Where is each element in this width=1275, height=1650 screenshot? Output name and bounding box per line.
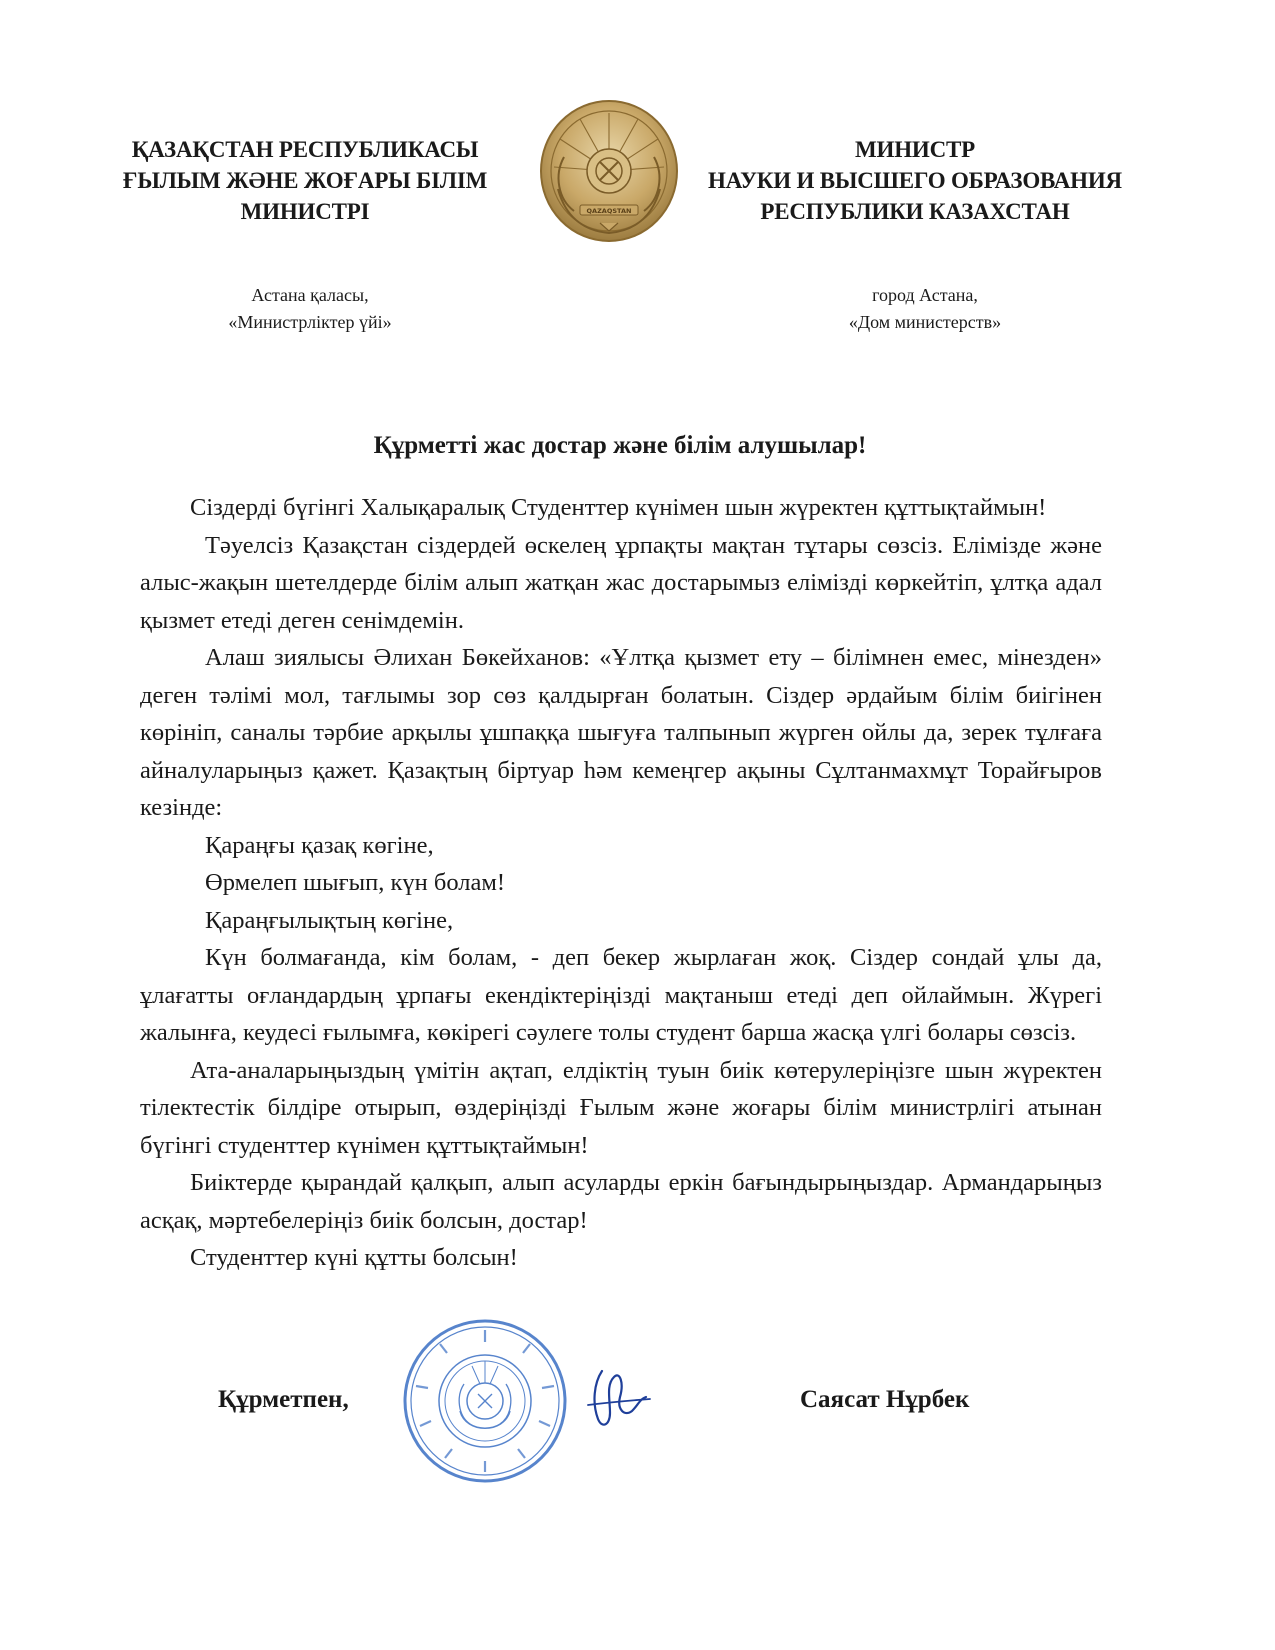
poem-line-1: Қараңғы қазақ көгіне,	[205, 831, 434, 859]
paragraph-6: Биіктерде қырандай қалқып, алып асуларды еркін бағындырыңыздар. Армандарыңыз асқақ, мәртебелеріңіз биік болсын, достар!	[140, 1169, 1102, 1234]
paragraph-2: Тәуелсіз Қазақстан сіздердей өскелең ұрпақты мақтан тұтары сөзсіз. Елімізде және алыс-жақын шетелдерде білім алып жатқан жас достарымыз елімізді көркейтіп, ұлтқа адал қызмет етеді деген сенімдемін.	[140, 531, 1102, 634]
address-right-city: город Астана,	[872, 285, 978, 305]
paragraph-7: Студенттер күні құтты болсын!	[190, 1244, 518, 1271]
header-right-russian	[690, 134, 1140, 227]
address-left-city: Астана қаласы,	[251, 285, 369, 305]
paragraph-1: Сіздерді бүгінгі Халықаралық Студенттер күнімен шын жүректен құттықтаймын!	[190, 494, 1047, 521]
state-emblem-icon	[536, 99, 682, 249]
address-right	[785, 282, 1065, 336]
handwritten-signature	[584, 1363, 654, 1435]
address-left-building: «Министрліктер үйі»	[228, 312, 392, 332]
header-left-kazakh	[110, 134, 500, 227]
svg-text:QAZAQSTAN: QAZAQSTAN	[586, 207, 632, 215]
header-right-line-1: МИНИСТР	[855, 137, 975, 162]
letter-closing: Құрметпен,	[218, 1386, 349, 1413]
official-stamp-icon	[400, 1316, 570, 1486]
paragraph-4: Күн болмағанда, кім болам, - деп бекер жырлаған жоқ. Сіздер сондай ұлы да, ұлағатты оғландардың ұрпағы екендіктеріңізді мақтаныш етеді деп ойлаймын. Жүрегі жалынға, кеудесі ғылымға, көкірегі сәулеге толы студент барша жасқа үлгі болары сөзсіз.	[140, 944, 1102, 1046]
header-left-line-2: ҒЫЛЫМ ЖӘНЕ ЖОҒАРЫ БІЛІМ	[122, 168, 488, 193]
header-right-line-2: НАУКИ И ВЫСШЕГО ОБРАЗОВАНИЯ	[708, 168, 1122, 193]
paragraph-5: Ата-аналарыңыздың үмітін ақтап, елдіктің туын биік көтерулеріңізге шын жүректен тілектестік білдіре отырып, өздеріңізді Ғылым және жоғары білім министрлігі атынан бүгінгі студенттер күнімен құттықтаймын!	[140, 1056, 1102, 1159]
signer-name: Саясат Нұрбек	[800, 1386, 970, 1413]
header-left-line-1: ҚАЗАҚСТАН РЕСПУБЛИКАСЫ	[131, 137, 479, 162]
header-right-line-3: РЕСПУБЛИКИ КАЗАХСТАН	[760, 199, 1070, 224]
address-left	[180, 282, 440, 336]
address-right-building: «Дом министерств»	[848, 312, 1002, 332]
header-left-line-3: МИНИСТРІ	[240, 199, 370, 224]
poem-line-2: Өрмелеп шығып, күн болам!	[205, 869, 506, 896]
letter-body	[140, 489, 1102, 1277]
poem-line-3: Қараңғылықтың көгіне,	[205, 906, 454, 934]
letter-greeting: Құрметті жас достар және білім алушылар!	[373, 432, 867, 459]
paragraph-3: Алаш зиялысы Әлихан Бөкейханов: «Ұлтқа қызмет ету – білімнен емес, мінезден» деген тәлімі мол, тағлымы зор сөз қалдырған болатын. Сіздер әрдайым білім биігінен көрініп, саналы тәрбие арқылы ұшпаққа шығуға талпынып жүрген ойлы да, зерек тұлғаға айналуларыңыз қажет. Қазақтың біртуар һәм кемеңгер ақыны Сұлтанмахмұт Торайғыров кезінде:	[140, 644, 1102, 821]
